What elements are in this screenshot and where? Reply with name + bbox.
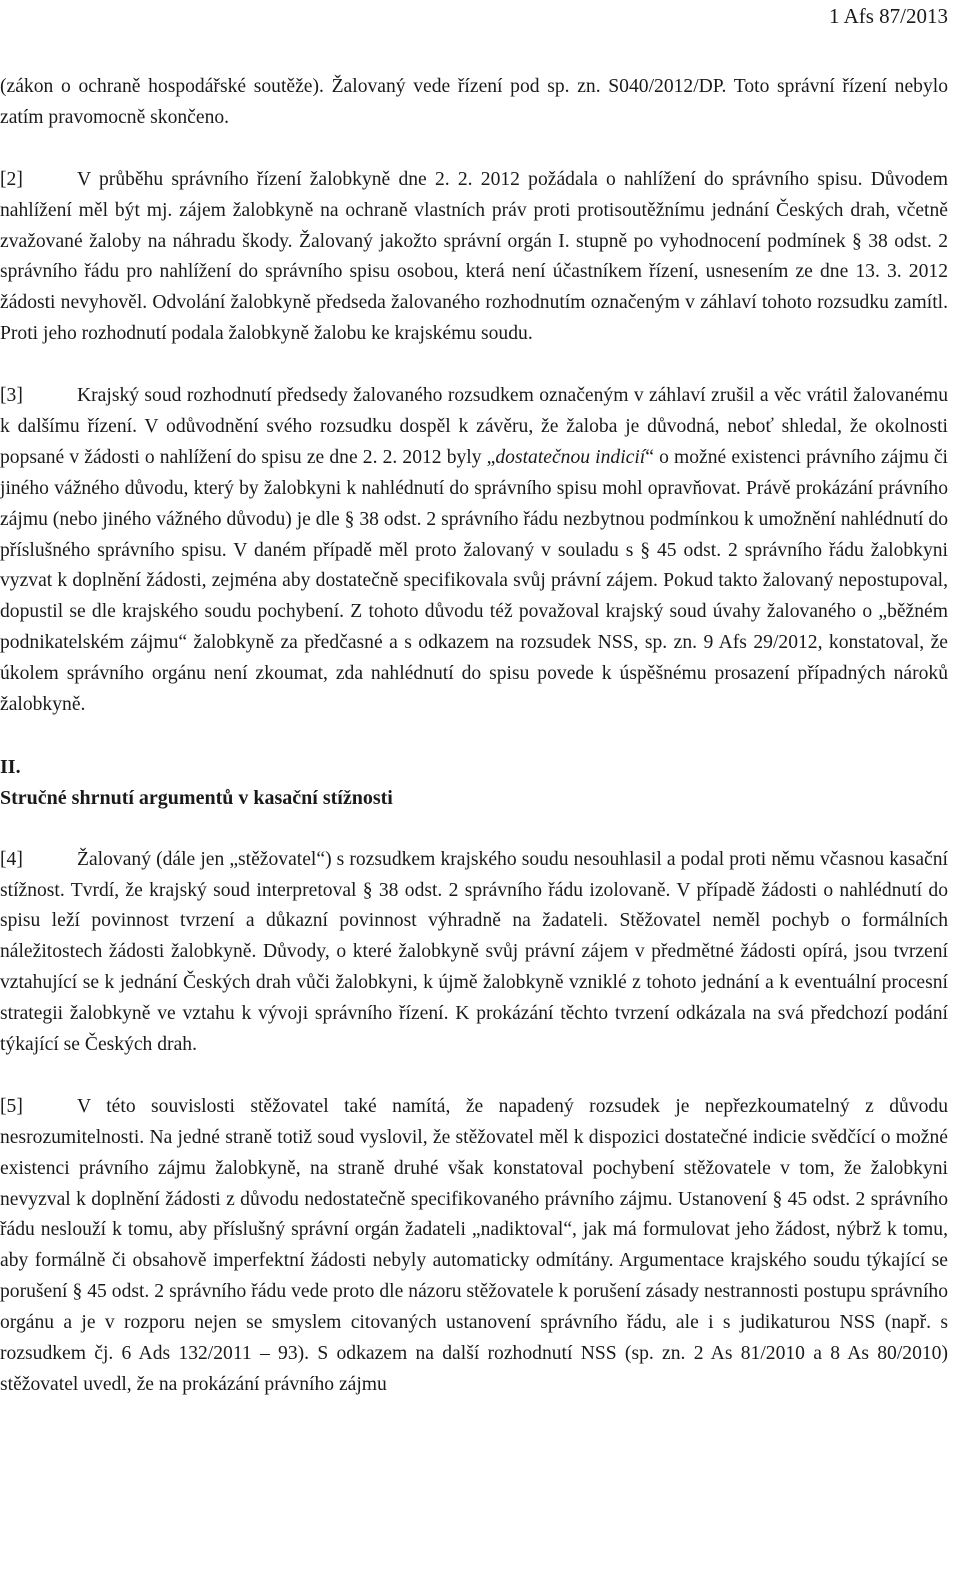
paragraph-number: [3]: [0, 385, 23, 407]
paragraph-5: [0, 1092, 948, 1401]
italic-quote: dostatečnou indicií: [495, 446, 646, 468]
paragraph-4: [0, 845, 948, 1061]
paragraph-text: Žalovaný (dále jen „stěžovatel“) s rozsudkem krajského soudu nesouhlasil a podal proti němu včasnou kasační stížnost. Tvrdí, že krajský soud interpretoval § 38 odst. 2 správního řádu izolovaně. V případě žádosti o nahlédnutí do spisu leží povinnost tvrzení a důkazní povinnost výhradně na žadateli. Stěžovatel neměl pochyb o formálních náležitostech žádosti žalobkyně. Důvody, o které žalobkyně svůj právní zájem v předmětné žádosti opírá, jsou tvrzení vztahující se k jednání Českých drah vůči žalobkyni, k újmě žalobkyně vzniklé z tohoto jednání a k eventuální procesní strategii žalobkyně ve vztahu k vývoji správního řízení. K prokázání těchto tvrzení odkázala na svá předchozí podání týkající se Českých drah.: [0, 848, 948, 1056]
paragraph-text: V této souvislosti stěžovatel také namítá, že napadený rozsudek je nepřezkoumatelný z důvodu nesrozumitelnosti. Na jedné straně totiž soud vyslovil, že stěžovatel měl k dispozici dostatečné indicie svědčící o možné existenci právního zájmu žalobkyně, na straně druhé však konstatoval pochybení stěžovatele v tom, že žalobkyni nevyzval k doplnění žádosti z důvodu nedostatečně specifikovaného právního zájmu. Ustanovení § 45 odst. 2 správního řádu neslouží k tomu, aby příslušný správní orgán žadateli „nadiktoval“, jak má formulovat jeho žádost, nýbrž k tomu, aby formálně či obsahově imperfektní žádosti nebyly automaticky odmítány. Argumentace krajského soudu týkající se porušení § 45 odst. 2 správního řádu vede proto dle názoru stěžovatele k porušení zásady nestrannosti postupu správního orgánu a je v rozporu nejen se smyslem citovaných ustanovení správního řádu, ale i s judikaturou NSS (např. s rozsudkem čj. 6 Ads 132/2011 – 93). S odkazem na další rozhodnutí NSS (sp. zn. 2 As 81/2010 a 8 As 80/2010) stěžovatel uvedl, že na prokázání právního zájmu: [0, 1095, 948, 1395]
paragraph-text: “ o možné existenci právního zájmu či jiného vážného důvodu, který by žalobkyni k nahlédnutí do správního spisu mohl opravňovat. Právě prokázání právního zájmu (nebo jiného vážného důvodu) je dle § 38 odst. 2 správního řádu nezbytnou podmínkou k umožnění nahlédnutí do příslušného správního spisu. V daném případě měl proto žalovaný v souladu s § 45 odst. 2 správního řádu žalobkyni vyzvat k doplnění žádosti, zejména aby dostatečně specifikovala svůj právní zájem. Pokud takto žalovaný nepostupoval, dopustil se dle krajského soudu pochybení. Z tohoto důvodu též považoval krajský soud úvahy žalovaného o „běžném podnikatelském zájmu“ žalobkyně za předčasné a s odkazem na rozsudek NSS, sp. zn. 9 Afs 29/2012, konstatoval, že úkolem správního orgánu není zkoumat, zda nahlédnutí do spisu povede k úspěšnému prosazení případných nároků žalobkyně.: [0, 446, 949, 716]
paragraph-text: V průběhu správního řízení žalobkyně dne 2. 2. 2012 požádala o nahlížení do správního spisu. Důvodem nahlížení měl být mj. zájem žalobkyně na ochraně vlastních práv proti protisoutěžnímu jednání Českých drah, včetně zvažované žaloby na náhradu škody. Žalovaný jakožto správní orgán I. stupně po vyhodnocení podmínek § 38 odst. 2 správního řádu pro nahlížení do správního spisu osobou, která není účastníkem řízení, usnesením ze dne 13. 3. 2012 žádosti nevyhověl. Odvolání žalobkyně předseda žalovaného rozhodnutím označeným v záhlaví tohoto rozsudku zamítl. Proti jeho rozhodnutí podala žalobkyně žalobu ke krajskému soudu.: [0, 168, 948, 345]
paragraph-text: Krajský soud rozhodnutí předsedy žalovaného rozsudkem označeným v záhlaví zrušil a věc vrátil žalovanému k dalšímu řízení. V odůvodnění svého rozsudku dospěl k závěru, že žaloba je důvodná, neboť shledal, že okolnosti popsané v žádosti o nahlížení do spisu ze dne 2. 2. 2012 byly „: [0, 385, 948, 468]
paragraph-2: [0, 165, 948, 350]
document-content: [0, 72, 948, 1401]
paragraph-3: [0, 381, 948, 721]
paragraph-number: [5]: [0, 1095, 23, 1117]
section-number: II.: [0, 755, 21, 778]
intro-paragraph-text: (zákon o ochraně hospodářské soutěže). Žalovaný vede řízení pod sp. zn. S040/2012/DP. Toto správní řízení nebylo zatím pravomocně skončeno.: [0, 76, 948, 128]
paragraph-number: [2]: [0, 168, 23, 190]
section-title: Stručné shrnutí argumentů v kasační stížnosti: [0, 786, 393, 809]
page-header-ref: 1 Afs 87/2013: [828, 4, 948, 28]
paragraph-number: [4]: [0, 848, 23, 870]
